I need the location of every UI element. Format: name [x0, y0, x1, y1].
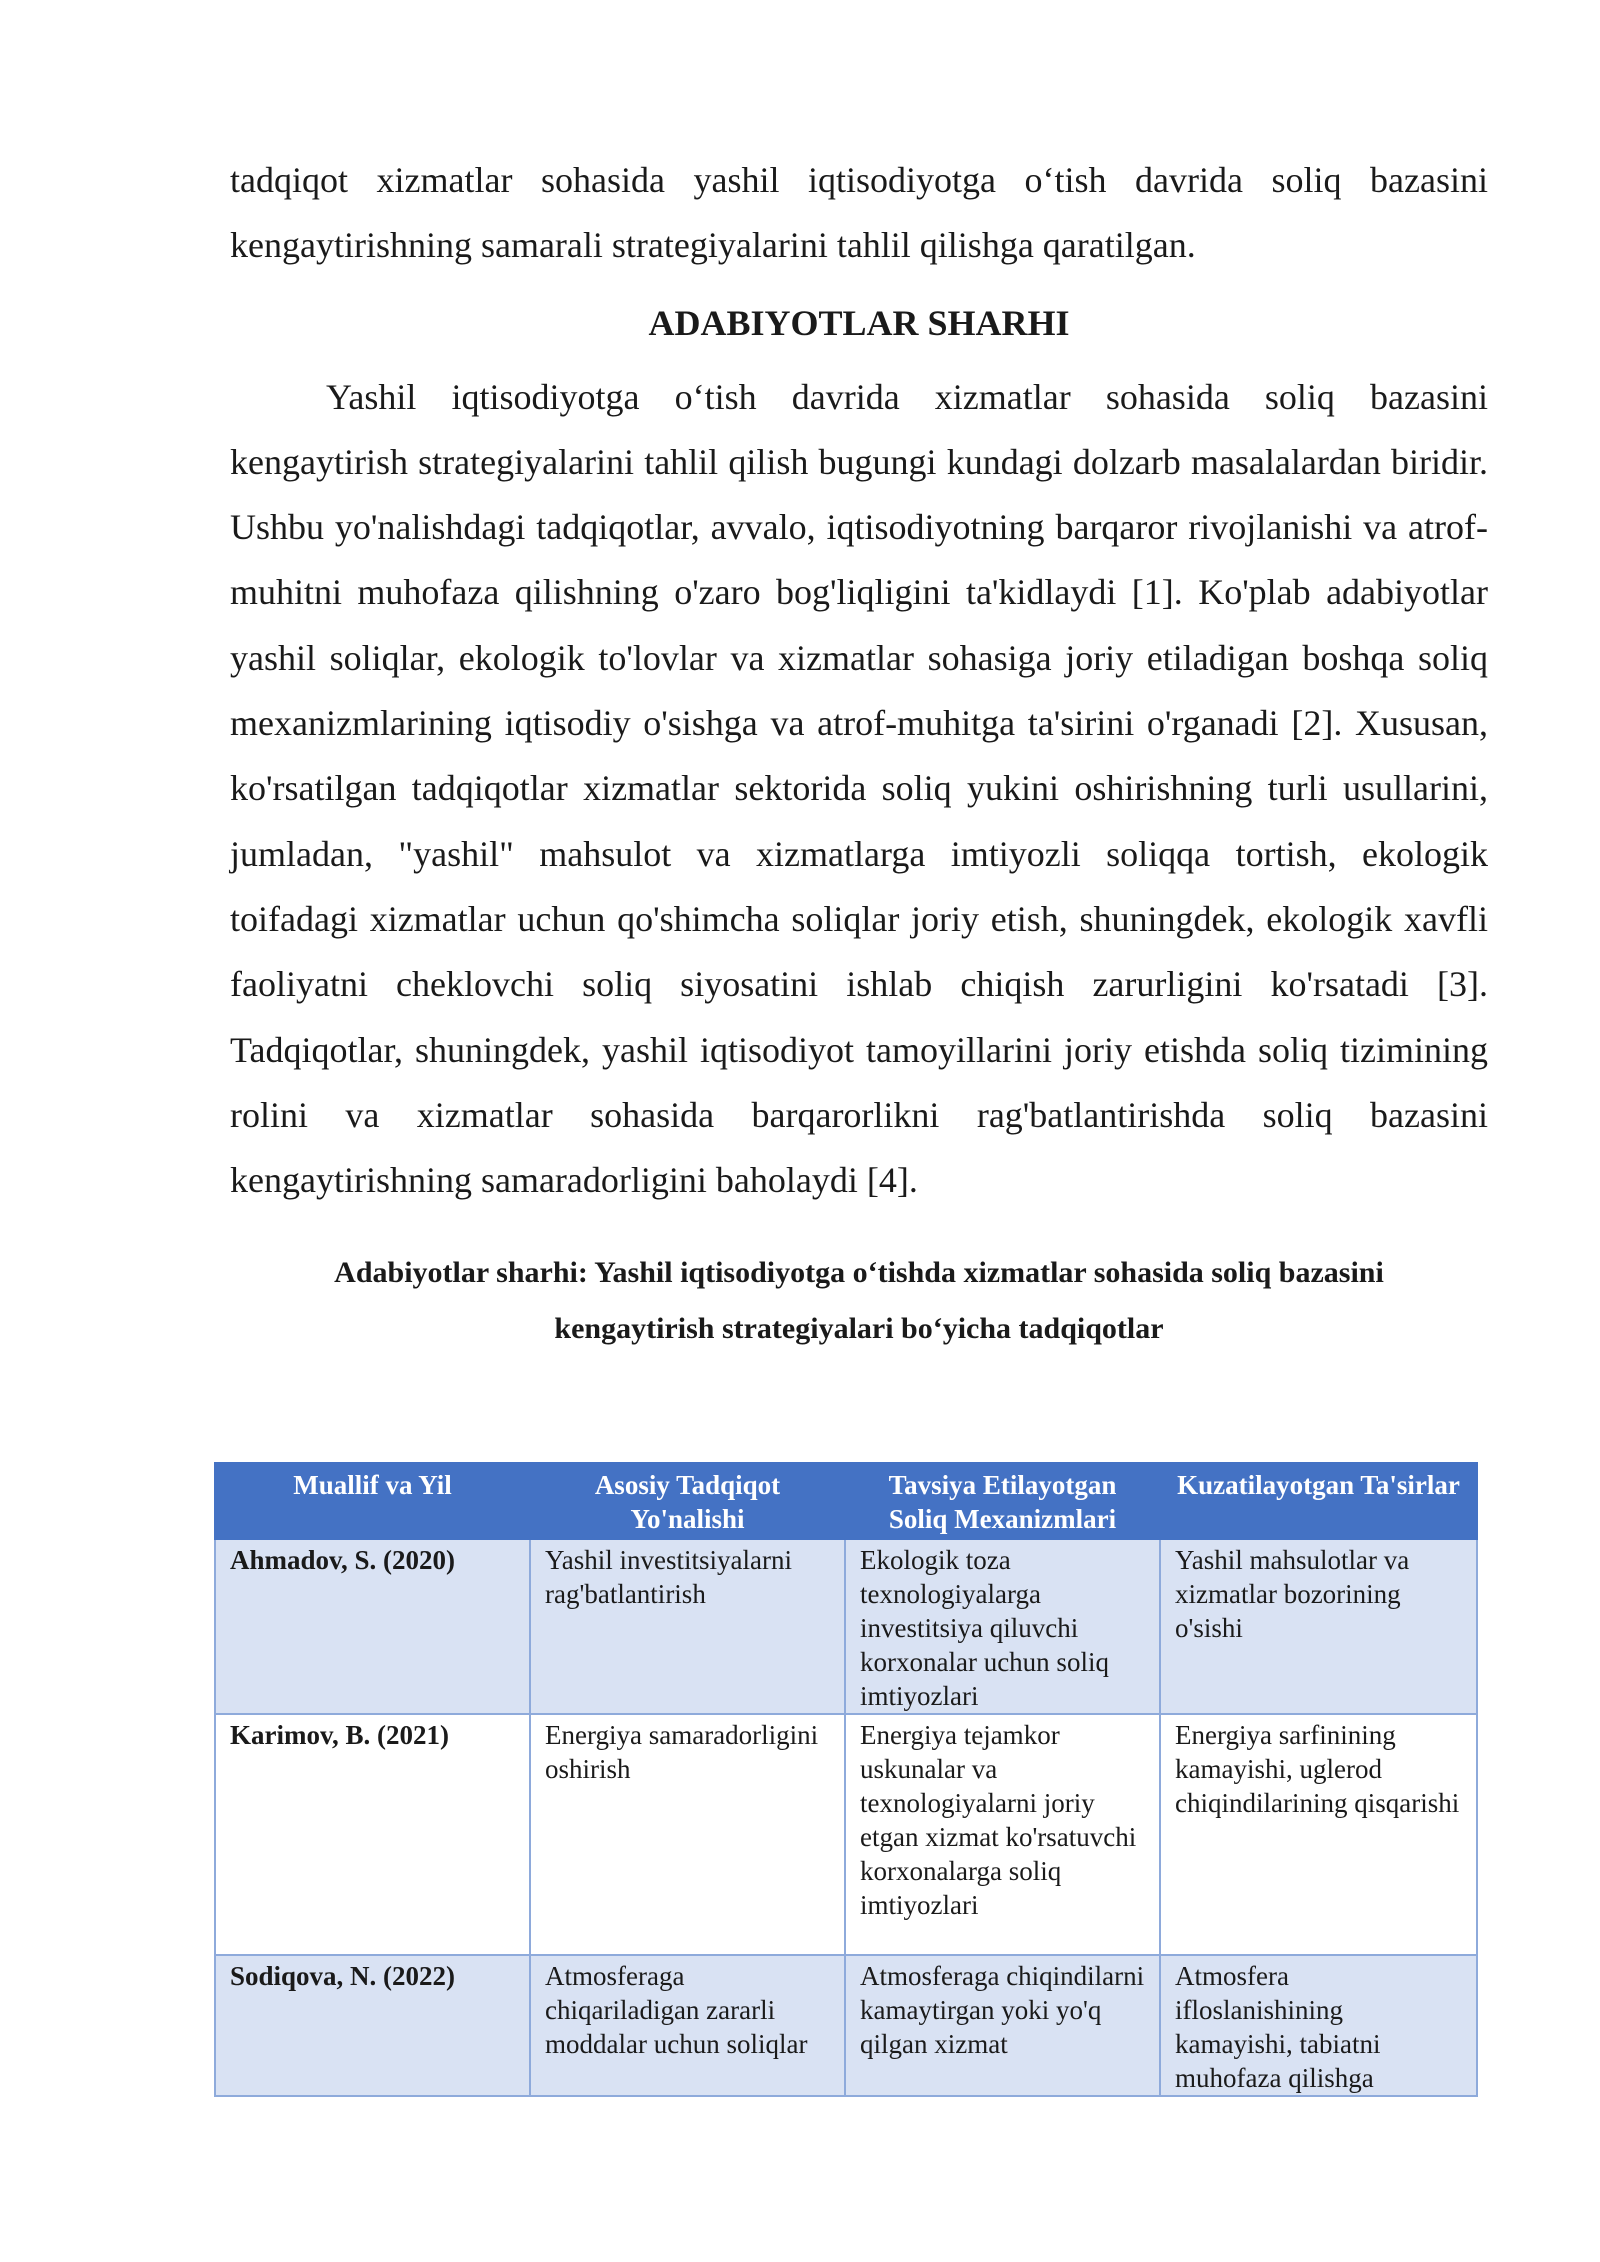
header-research-direction: Asosiy Tadqiqot Yo'nalishi: [530, 1463, 845, 1539]
table-header-row: [215, 1463, 1477, 1539]
cell-author: Karimov, B. (2021): [215, 1714, 530, 1955]
review-paragraph: Yashil iqtisodiyotga o‘tish davrida xizmatlar sohasida soliq bazasini kengaytirish strategiyalarini tahlil qilish bugungi kundagi dolzarb masalalardan biridir. Ushbu yo'nalishdagi tadqiqotlar, avvalo, iqtisodiyotning barqaror rivojlanishi va atrof-muhitni muhofaza qilishning o'zaro bog'liqligini ta'kidlaydi [1]. Ko'plab adabiyotlar yashil soliqlar, ekologik to'lovlar va xizmatlar sohasiga joriy etiladigan boshqa soliq mexanizmlarining iqtisodiy o'sishga va atrof-muhitga ta'sirini o'rganadi [2]. Xususan, ko'rsatilgan tadqiqotlar xizmatlar sektorida soliq yukini oshirishning turli usullarini, jumladan, "yashil" mahsulot va xizmatlarga imtiyozli soliqqa tortish, ekologik toifadagi xizmatlar uchun qo'shimcha soliqlar joriy etish, shuningdek, ekologik xavfli faoliyatni cheklovchi soliq siyosatini ishlab chiqish zarurligini ko'rsatadi [3]. Tadqiqotlar, shuningdek, yashil iqtisodiyot tamoyillarini joriy etishda soliq tizimining rolini va xizmatlar sohasida barqarorlikni rag'batlantirishda soliq bazasini kengaytirishning samaradorligini baholaydi [4].: [230, 376, 1488, 1201]
table-row: [215, 1714, 1477, 1955]
section-heading: ADABIYOTLAR SHARHI: [648, 302, 1070, 343]
cell-author: Ahmadov, S. (2020): [215, 1539, 530, 1714]
table-row: [215, 1539, 1477, 1714]
cell-direction: Atmosferaga chiqariladigan zararli moddalar uchun soliqlar: [530, 1955, 845, 2096]
cell-direction: Energiya samaradorligini oshirish: [530, 1714, 845, 1955]
cell-effect: Atmosfera ifloslanishining kamayishi, tabiatni muhofaza qilishga: [1160, 1955, 1477, 2096]
cell-effect: Yashil mahsulotlar va xizmatlar bozorining o'sishi: [1160, 1539, 1477, 1714]
header-tax-mechanisms: Tavsiya Etilayotgan Soliq Mexanizmlari: [845, 1463, 1160, 1539]
cell-effect: Energiya sarfinining kamayishi, uglerod chiqindilarining qisqarishi: [1160, 1714, 1477, 1955]
cell-direction: Yashil investitsiyalarni rag'batlantirish: [530, 1539, 845, 1714]
table-row: [215, 1955, 1477, 2096]
cell-mechanism: Ekologik toza texnologiyalarga investitsiya qiluvchi korxonalar uchun soliq imtiyozlari: [845, 1539, 1160, 1714]
header-author-year: Muallif va Yil: [215, 1463, 530, 1539]
cell-mechanism: Energiya tejamkor uskunalar va texnologiyalarni joriy etgan xizmat ko'rsatuvchi korxonalarga soliq imtiyozlari: [845, 1714, 1160, 1955]
cell-mechanism: Atmosferaga chiqindilarni kamaytirgan yoki yo'q qilgan xizmat: [845, 1955, 1160, 2096]
table-caption-line-1: Adabiyotlar sharhi: Yashil iqtisodiyotga o‘tishda xizmatlar sohasida soliq bazasini: [334, 1256, 1384, 1290]
header-observed-effects: Kuzatilayotgan Ta'sirlar: [1160, 1463, 1477, 1539]
table-caption-line-2: kengaytirish strategiyalari bo‘yicha tadqiqotlar: [554, 1312, 1164, 1346]
intro-paragraph: tadqiqot xizmatlar sohasida yashil iqtisodiyotga o‘tish davrida soliq bazasini kengaytirishning samarali strategiyalarini tahlil qilishga qaratilgan.: [230, 160, 1488, 266]
document-body: [230, 148, 1488, 1357]
literature-review-table: [214, 1462, 1478, 2097]
cell-author: Sodiqova, N. (2022): [215, 1955, 530, 2096]
